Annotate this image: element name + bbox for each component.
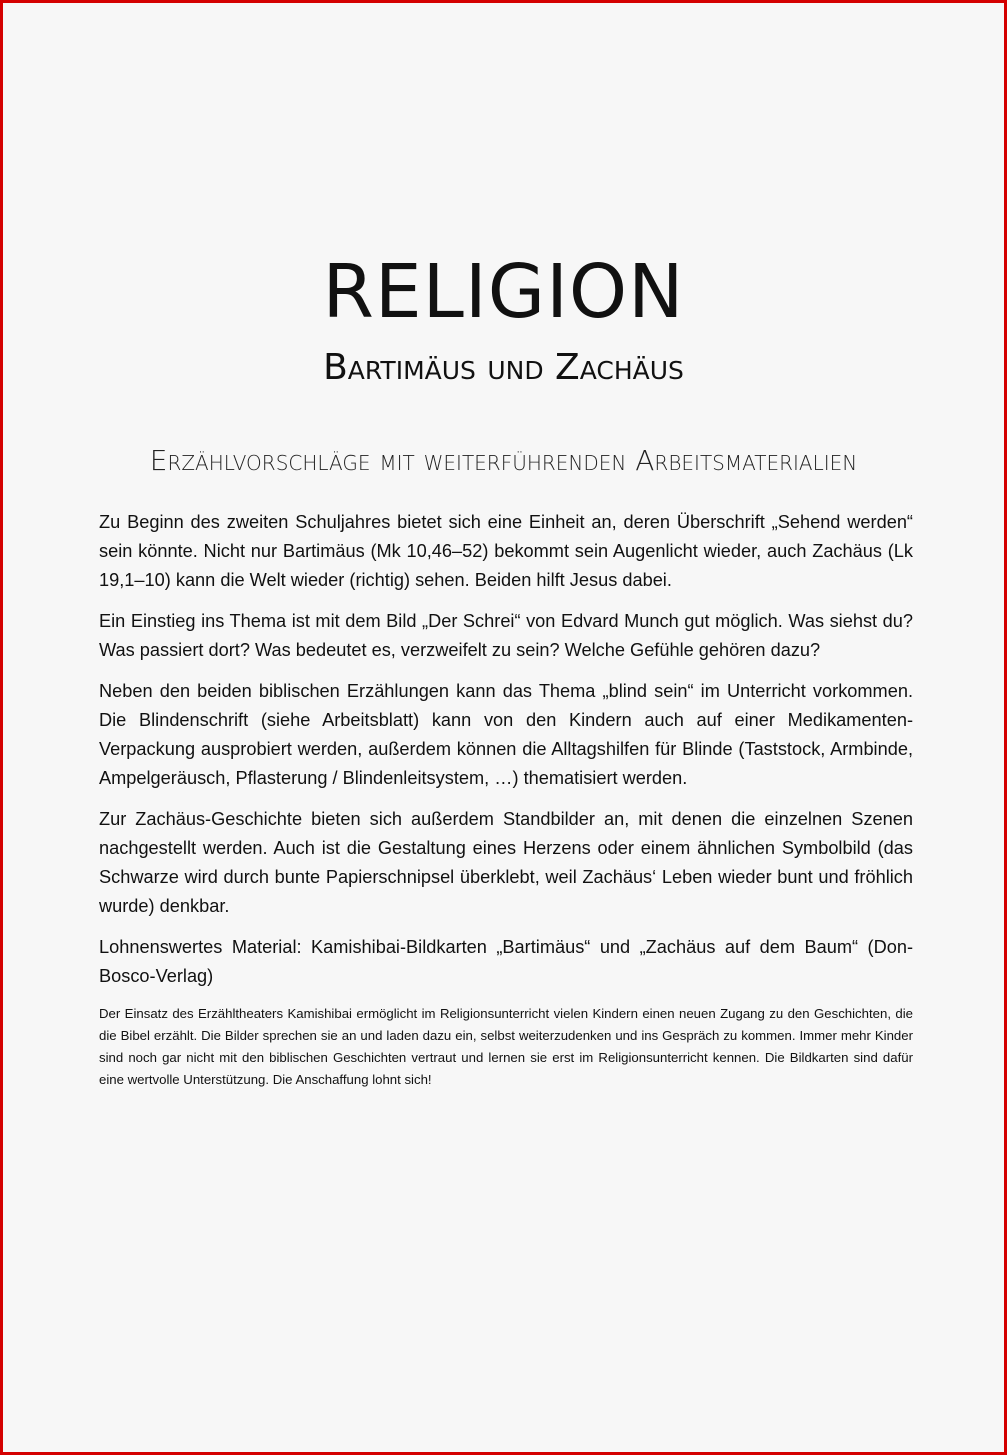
paragraph-material: Lohnenswertes Material: Kamishibai-Bildkarten „Bartimäus“ und „Zachäus auf dem Baum“ (Don-Bosco-Verlag) <box>99 937 913 986</box>
document-body <box>99 508 913 1091</box>
note-kamishibai: Der Einsatz des Erzähltheaters Kamishibai ermöglicht im Religionsunterricht vielen Kindern einen neuen Zugang zu den Geschichten, die die Bibel erzählt. Die Bilder sprechen sie an und laden dazu ein, selbst weiterzudenken und ins Gespräch zu kommen. Immer mehr Kinder sind noch gar nicht mit den biblischen Geschichten vertraut und lernen sie erst im Religionsunterricht kennen. Die Bildkarten sind dafür eine wertvolle Unterstützung. Die Anschaffung lohnt sich! <box>99 1006 913 1087</box>
page-subheading: Erzählvorschläge mit weiterführenden Arbeitsmaterialien <box>149 444 858 477</box>
page-subtitle: Bartimäus und Zachäus <box>323 347 684 388</box>
page-title: RELIGION <box>322 248 685 335</box>
paragraph-entry: Ein Einstieg ins Thema ist mit dem Bild „Der Schrei“ von Edvard Munch gut möglich. Was siehst du? Was passiert dort? Was bedeutet es, verzweifelt zu sein? Welche Gefühle gehören dazu? <box>99 611 913 660</box>
paragraph-zachaeus: Zur Zachäus-Geschichte bieten sich außerdem Standbilder an, mit denen die einzelnen Szenen nachgestellt werden. Auch ist die Gestaltung eines Herzens oder einem ähnlichen Symbolbild (das Schwarze wird durch bunte Papierschnipsel überklebt, weil Zachäus‘ Leben wieder bunt und fröhlich wurde) denkbar. <box>99 809 913 916</box>
paragraph-blindness: Neben den beiden biblischen Erzählungen kann das Thema „blind sein“ im Unterricht vorkommen. Die Blindenschrift (siehe Arbeitsblatt) kann von den Kindern auch auf einer Medikamenten-Verpackung ausprobiert werden, außerdem können die Alltagshilfen für Blinde (Taststock, Armbinde, Ampelgeräusch, Pflasterung / Blindenleitsystem, …) thematisiert werden. <box>99 681 913 788</box>
paragraph-intro: Zu Beginn des zweiten Schuljahres bietet sich eine Einheit an, deren Überschrift „Sehend werden“ sein könnte. Nicht nur Bartimäus (Mk 10,46–52) bekommt sein Augenlicht wieder, auch Zachäus (Lk 19,1–10) kann die Welt wieder (richtig) sehen. Beiden hilft Jesus dabei. <box>99 512 913 590</box>
